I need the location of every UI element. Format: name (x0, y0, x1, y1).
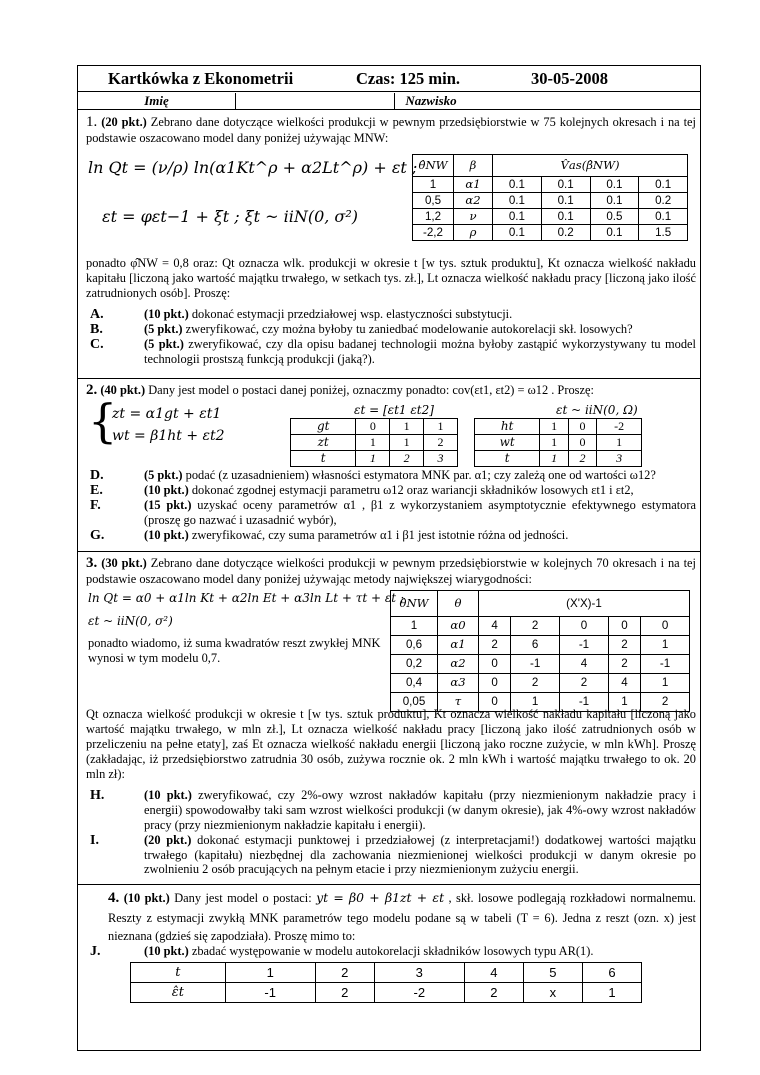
q3-note: ponadto wiadomo, iż suma kwadratów reszt zwykłej MNK wynosi w tym modelu 0,7. (88, 636, 381, 665)
table-cell: 2 (390, 451, 424, 467)
table-cell: 0.1 (639, 209, 688, 225)
table-cell: 1 (641, 674, 690, 693)
q2-equation-2: wt = β1ht + εt2 (112, 428, 225, 444)
table-cell: -2,2 (413, 225, 454, 241)
table-cell: 4 (608, 674, 640, 693)
task-text: zweryfikować, czy można byłoby tu zaniedbać modelowanie autokorelacji skł. losowych? (182, 321, 633, 336)
table-cell: 0.1 (493, 177, 542, 193)
table-cell: 0 (608, 617, 640, 636)
table-cell: 1,2 (413, 209, 454, 225)
task-label: C. (90, 336, 104, 352)
table-cell: 0 (479, 674, 511, 693)
table-cell: 1 (540, 451, 568, 467)
table-row (391, 655, 690, 674)
q3-description: Qt oznacza wielkość produkcji w okresie t [w tys. sztuk produktu], Kt oznacza wielkość nakładu kapitału [liczoną jako wartość majątku trwałego, w mln zł.], Lt oznacza wielkość nakładu pracy [liczoną jako ilość zatrudnionych osób w przeliczeniu na pełne etaty], zaś Et oznacza wielkość nakładu energii [liczoną jako roczne zużycie, w mln kWh]. Proszę (zakładając, iż przedsiębiorstwo zatrudnia 30 osób, zużywa rocznie ok. 2 mln kWh i wartość majątku trwałego to ok. 20 mln zł): (86, 707, 696, 781)
table-cell: 6 (511, 636, 560, 655)
task-text: zbadać występowanie w modelu autokorelacji składników losowych typu AR(1). (188, 944, 594, 958)
q4-intro: 4. (10 pkt.) Dany jest model o postaci: yt = β0 + β1zt + εt , skł. losowe podlegają rozkładowi normalnemu. Reszty z estymacji zwykłą MNK parametrów tego modelu podane są w tabeli (T = 6). Jedna z reszt (ozn. x) jest nieznana (gdzieś się zapodziała). Proszę mimo to: (108, 890, 696, 943)
table-cell: 3 (374, 963, 464, 983)
table-row (413, 193, 688, 209)
table-cell: -1 (560, 636, 609, 655)
q1-equation-1: ln Qt = (ν/ρ) ln(α1Kt^ρ + α2Lt^ρ) + εt ; (88, 158, 418, 177)
table-cell: x (523, 983, 582, 1003)
q2-eps-label: εt = [εt1 εt2] (354, 403, 434, 417)
table-cell: -1 (641, 655, 690, 674)
table-row (291, 419, 458, 435)
table-cell: 0 (560, 617, 609, 636)
table-row (391, 674, 690, 693)
table-cell: zt (291, 435, 356, 451)
task-text: dokonać estymacji punktowej i przedziałowej (z interpretacjami!) dodatkowej wartości majątku trwałego (kapitału) niezbędnej dla zachowania niezmienionej wielkości produkcji w danym okresie po zwolnieniu 2 osób pracujących na pełnym etacie i przy niezmienionym zużyciu energii. (144, 832, 696, 877)
q3-tasks (86, 788, 696, 877)
table-cell: 1 (540, 435, 568, 451)
table-cell: 0 (641, 617, 690, 636)
task-item (86, 307, 696, 322)
exam-sheet (77, 65, 701, 1051)
q1-parameter-table: θ̂NW β V̂as(β̂NW) 1 α1 0.1 0.1 0.1 0.1 0,5 α2 0.1 0.1 0.1 0.2 1,2 ν 0.1 0.1 0.5 0.1 -2,2 ρ 0.1 0.2 0.1 1.5 (412, 154, 688, 241)
q2-equation-1: zt = α1gt + εt1 (112, 406, 222, 422)
table-cell: 1 (391, 617, 438, 636)
table-cell: τ (438, 693, 479, 712)
task-text: uzyskać oceny parametrów α1 , β1 z wykorzystaniem asymptotycznie efektywnego estymatora (proszę go nazwać i uzasadnić wybór), (144, 497, 697, 527)
task-item (86, 788, 696, 833)
separator (78, 378, 700, 379)
table-cell: ρ (454, 225, 493, 241)
table-cell: α2 (454, 193, 493, 209)
table-cell: wt (475, 435, 540, 451)
table-row (291, 451, 458, 467)
table-cell: 1 (225, 963, 315, 983)
task-text: dokonać zgodnej estymacji parametru ω12 oraz wariancji składników losowych εt1 i εt2, (188, 482, 634, 497)
task-item (86, 944, 696, 959)
table-row (413, 209, 688, 225)
table-row (391, 617, 690, 636)
table-cell: 0.1 (590, 193, 639, 209)
task-item (86, 483, 696, 498)
table-cell: 0.1 (493, 193, 542, 209)
table-cell: 2 (479, 636, 511, 655)
table-cell: 0.1 (493, 225, 542, 241)
table-cell: t (475, 451, 540, 467)
table-cell: 0,05 (391, 693, 438, 712)
table-cell: 3 (424, 451, 458, 467)
table-cell: 0.1 (541, 209, 590, 225)
q2-table-z (290, 418, 458, 467)
table-cell: 2 (424, 435, 458, 451)
table-cell: ε̂t (131, 983, 226, 1003)
exam-title: Kartkówka z Ekonometrii (108, 68, 294, 88)
table-cell: gt (291, 419, 356, 435)
task-points: (5 pkt.) (144, 336, 184, 351)
table-cell: 1 (597, 435, 642, 451)
task-label: J. (90, 944, 101, 959)
table-cell: α1 (438, 636, 479, 655)
task-text: podać (z uzasadnieniem) własności estymatora MNK par. α1; czy zależą one od wartości ω12? (182, 468, 656, 482)
name-row (78, 92, 700, 110)
table-cell: 0 (479, 655, 511, 674)
table-cell: 5 (523, 963, 582, 983)
task-points: (5 pkt.) (144, 321, 183, 336)
table-cell: 1 (356, 435, 390, 451)
table-row (131, 983, 642, 1003)
table-cell: 2 (560, 674, 609, 693)
q1-equation-2: εt = φεt−1 + ξt ; ξt ~ iiN(0, σ²) (102, 207, 359, 226)
table-cell: 0 (568, 435, 596, 451)
task-text: zweryfikować, czy dla opisu badanej technologii można byłoby zastąpić wykorzystywany tu model technologii prostszą funkcją produkcji (jaką?). (144, 336, 696, 366)
task-label: G. (90, 527, 105, 543)
table-cell: 3 (597, 451, 642, 467)
table-cell: 2 (568, 451, 596, 467)
table-cell: 2 (608, 655, 640, 674)
table-cell: α3 (438, 674, 479, 693)
table-cell: 0,2 (391, 655, 438, 674)
table-cell: 1.5 (639, 225, 688, 241)
table-cell: 0,4 (391, 674, 438, 693)
task-item (86, 337, 696, 367)
table-cell: 1 (641, 636, 690, 655)
task-item (86, 468, 696, 483)
table-cell: 0.2 (541, 225, 590, 241)
q3-equation-1: ln Qt = α0 + α1ln Kt + α2ln Et + α3ln Lt + τt + εt ; (88, 591, 404, 605)
table-cell: 1 (424, 419, 458, 435)
table-row (413, 225, 688, 241)
last-name-label: Nazwisko (394, 93, 467, 110)
task-points: (15 pkt.) (144, 497, 192, 512)
task-points: (10 pkt.) (144, 944, 189, 958)
task-item (86, 322, 696, 337)
exam-time: Czas: 125 min. (356, 68, 461, 88)
table-cell: 0.5 (590, 209, 639, 225)
table-cell: α2 (438, 655, 479, 674)
table-cell: 4 (479, 617, 511, 636)
separator (78, 551, 700, 552)
q3-intro: 3. (30 pkt.) Zebrano dane dotyczące wielkości produkcji w pewnym przedsiębiorstwie w kolejnych 70 okresach i na tej podstawie oszacowano model dany poniżej używając metody największej wiarygodności: (86, 555, 696, 586)
table-cell: α1 (454, 177, 493, 193)
q3-equation-2: εt ~ iiN(0, σ²) (88, 614, 173, 628)
table-cell: -1 (511, 655, 560, 674)
task-label: I. (90, 832, 99, 848)
table-cell: -1 (225, 983, 315, 1003)
table-cell: 2 (464, 983, 523, 1003)
q2-table-w (474, 418, 642, 467)
table-cell: ht (475, 419, 540, 435)
table-cell: 0.1 (541, 193, 590, 209)
table-cell: α0 (438, 617, 479, 636)
system-brace: { (88, 394, 118, 448)
table-cell: 0.1 (639, 177, 688, 193)
q2-tasks (86, 468, 696, 542)
header (78, 66, 700, 92)
table-cell: 1 (390, 419, 424, 435)
task-label: D. (90, 468, 104, 483)
table-cell: 2 (315, 963, 374, 983)
table-cell: 2 (511, 617, 560, 636)
table-row (475, 419, 642, 435)
table-cell: 1 (413, 177, 454, 193)
table-cell: 0,6 (391, 636, 438, 655)
task-item (86, 528, 696, 543)
q3-parameter-table: θ̂NW θ (X'X)-1 1 α0 4 2 0 0 0 0,6 α1 2 6 -1 2 1 0,2 α2 0 -1 4 2 -1 0,4 α3 0 2 2 4 1 0,05 τ 0 1 -1 1 2 (390, 590, 690, 712)
table-cell: 2 (315, 983, 374, 1003)
task-text: zweryfikować, czy 2%-owy wzrost nakładów kapitału (przy niezmienionym nakładzie pracy i energii) spowodowałby taki sam wzrost wielkości produkcji (w danym okresie), jak 4%-owy wzrost nakładów pracy (przy niezmienionym nakładzie kapitału i energii). (144, 788, 697, 832)
table-cell: 0.1 (590, 177, 639, 193)
task-points: (5 pkt.) (144, 468, 183, 482)
table-cell: 0 (356, 419, 390, 435)
separator (78, 884, 700, 885)
task-points: (10 pkt.) (144, 527, 189, 542)
task-points: (20 pkt.) (144, 832, 192, 847)
table-cell: 2 (608, 636, 640, 655)
table-row (291, 435, 458, 451)
table-cell: 4 (560, 655, 609, 674)
table-row (475, 435, 642, 451)
table-cell: 0.2 (639, 193, 688, 209)
table-cell: 1 (540, 419, 568, 435)
task-points: (10 pkt.) (144, 307, 189, 321)
first-name-label: Imię (78, 93, 236, 110)
table-cell: t (131, 963, 226, 983)
table-cell: 1 (356, 451, 390, 467)
table-row (475, 451, 642, 467)
table-cell: 6 (582, 963, 641, 983)
task-text: dokonać estymacji przedziałowej wsp. elastyczności substytucji. (188, 307, 513, 321)
task-item (86, 833, 696, 878)
table-cell: 0,5 (413, 193, 454, 209)
table-cell: ν (454, 209, 493, 225)
q1-description: ponadto φ̂NW = 0,8 oraz: Qt oznacza wlk. produkcji w okresie t [w tys. sztuk produktu], Kt oznacza wielkość nakładu kapitału [liczoną jako wartość majątku trwałego, w setkach tys. zł.], Lt oznacza wielkość nakładu pracy [liczoną jako ilość zatrudnionych osób]. Proszę: (86, 256, 696, 300)
table-row (413, 177, 688, 193)
table-cell: -2 (374, 983, 464, 1003)
task-points: (10 pkt.) (144, 788, 192, 802)
table-cell: 1 (511, 693, 560, 712)
task-points: (10 pkt.) (144, 482, 189, 497)
q2-intro: 2. (40 pkt.) Dany jest model o postaci danej poniżej, oznaczmy ponadto: cov(εt1, εt2) = ω12 . Proszę: (86, 382, 594, 398)
task-label: E. (90, 482, 103, 498)
table-row (391, 636, 690, 655)
table-cell: -2 (597, 419, 642, 435)
table-cell: 1 (582, 983, 641, 1003)
table-cell: 4 (464, 963, 523, 983)
table-cell: 0.1 (493, 209, 542, 225)
q1-tasks (86, 307, 696, 367)
task-label: B. (90, 321, 103, 337)
table-cell: 1 (390, 435, 424, 451)
table-row (131, 963, 642, 983)
task-text: zweryfikować, czy suma parametrów α1 i β1 jest istotnie różna od jedności. (188, 527, 569, 542)
q4-residual-table (130, 962, 642, 1003)
table-cell: t (291, 451, 356, 467)
table-cell: 0 (479, 693, 511, 712)
task-label: F. (90, 497, 101, 513)
table-cell: 0 (568, 419, 596, 435)
table-cell: 0.1 (590, 225, 639, 241)
exam-date: 30-05-2008 (531, 68, 608, 88)
q1-intro: 1. (20 pkt.) Zebrano dane dotyczące wielkości produkcji w pewnym przedsiębiorstwie w 75 kolejnych okresach i na tej podstawie oszacowano model dany poniżej używając MNW: (86, 114, 696, 145)
q4-task (86, 944, 696, 959)
table-cell: -1 (560, 693, 609, 712)
task-item (86, 498, 696, 528)
table-cell: 2 (641, 693, 690, 712)
task-label: H. (90, 788, 105, 803)
table-cell: 2 (511, 674, 560, 693)
table-cell: 1 (608, 693, 640, 712)
table-cell: 0.1 (541, 177, 590, 193)
task-label: A. (90, 307, 104, 322)
q2-dist-label: εt ~ iiN(0, Ω) (556, 403, 638, 417)
